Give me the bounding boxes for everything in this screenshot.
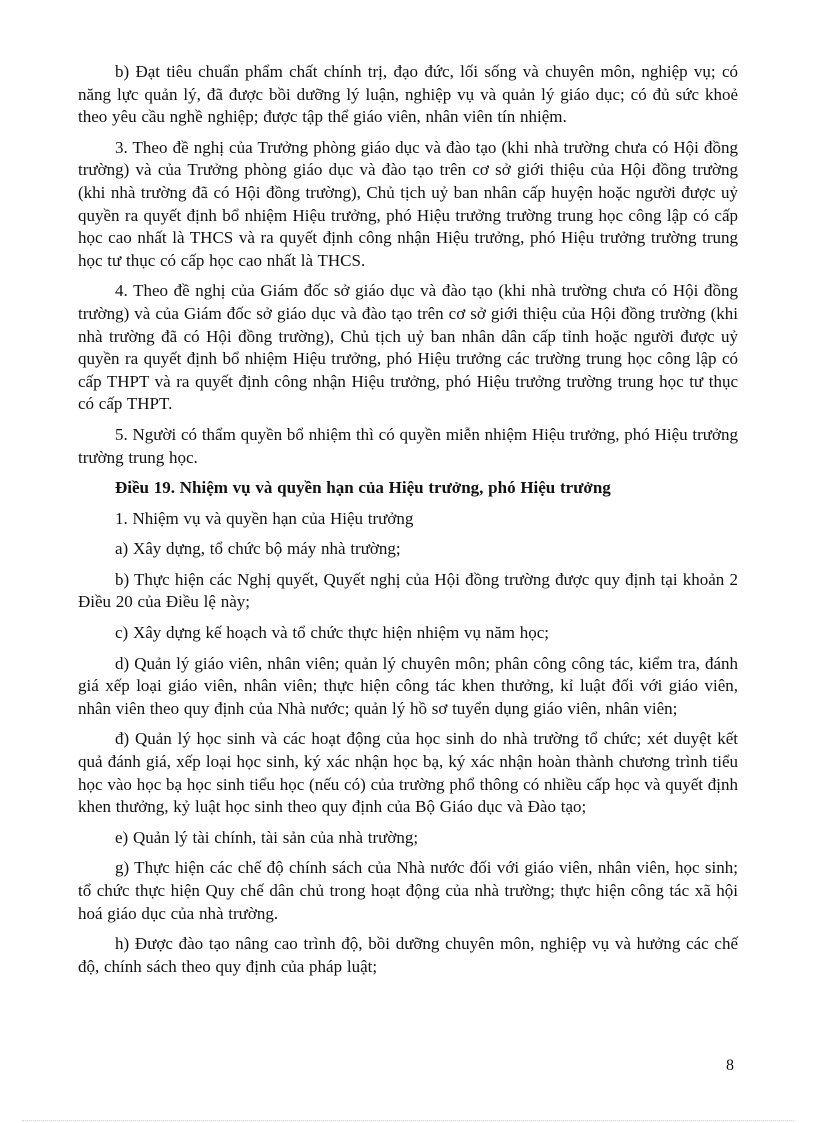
- clause-dd: đ) Quản lý học sinh và các hoạt động của học sinh do nhà trường tổ chức; xét duyệt kết quả đánh giá, xếp loại học sinh, ký xác nhận học bạ, ký xác nhận hoàn thành chương trình tiểu học vào học bạ học sinh tiểu học (nếu có) của trường phổ thông có nhiều cấp học và quyết định khen thưởng, kỷ luật học sinh theo quy định của Bộ Giáo dục và Đào tạo;: [78, 729, 738, 817]
- page-number: 8: [726, 1057, 734, 1074]
- clause-1-title: 1. Nhiệm vụ và quyền hạn của Hiệu trưởng: [115, 508, 414, 528]
- document-page: [78, 61, 738, 986]
- article-19-heading: Điều 19. Nhiệm vụ và quyền hạn của Hiệu trưởng, phó Hiệu trưởng: [115, 478, 611, 498]
- clause-c: c) Xây dựng kế hoạch và tổ chức thực hiện nhiệm vụ năm học;: [115, 623, 549, 643]
- paragraph-5-dismissal: 5. Người có thẩm quyền bổ nhiệm thì có quyền miễn nhiệm Hiệu trưởng, phó Hiệu trưởng trường trung học.: [78, 424, 738, 467]
- paragraph-b-standards: b) Đạt tiêu chuẩn phẩm chất chính trị, đạo đức, lối sống và chuyên môn, nghiệp vụ; có năng lực quản lý, đã được bồi dưỡng lý luận, nghiệp vụ và quản lý giáo dục; có đủ sức khoẻ theo yêu cầu nghề nghiệp; được tập thể giáo viên, nhân viên tín nhiệm.: [78, 62, 738, 127]
- paragraph-3-district-appointment: 3. Theo đề nghị của Trưởng phòng giáo dục và đào tạo (khi nhà trường chưa có Hội đồng trường) và của Trưởng phòng giáo dục và đào tạo trên cơ sở giới thiệu của Hội đồng trường (khi nhà trường đã có Hội đồng trường), Chủ tịch uỷ ban nhân cấp huyện hoặc người được uỷ quyền ra quyết định bổ nhiệm Hiệu trưởng, phó Hiệu trưởng trường trung học công lập có cấp học cao nhất là THCS và ra quyết định công nhận Hiệu trưởng, phó Hiệu trưởng trường trung học tư thục có cấp học cao nhất là THCS.: [78, 137, 738, 270]
- clause-e: e) Quản lý tài chính, tài sản của nhà trường;: [115, 827, 419, 847]
- clause-a: a) Xây dựng, tổ chức bộ máy nhà trường;: [115, 539, 401, 559]
- clause-g: g) Thực hiện các chế độ chính sách của Nhà nước đối với giáo viên, nhân viên, học sinh; tổ chức thực hiện Quy chế dân chủ trong hoạt động của nhà trường; thực hiện công tác xã hội hoá giáo dục của nhà trường.: [78, 858, 738, 923]
- paragraph-4-province-appointment: 4. Theo đề nghị của Giám đốc sở giáo dục và đào tạo (khi nhà trường chưa có Hội đồng trường) và của Giám đốc sở giáo dục và đào tạo trên cơ sở giới thiệu của Hội đồng trường (khi nhà trường đã có Hội đồng trường), Chủ tịch uỷ ban nhân dân cấp tỉnh hoặc người được uỷ quyền ra quyết định bổ nhiệm Hiệu trưởng, phó Hiệu trưởng các trường trung học công lập có cấp THPT và ra quyết định công nhận Hiệu trưởng, phó Hiệu trưởng trường trung học tư thục có cấp THPT.: [78, 281, 738, 414]
- clause-b: b) Thực hiện các Nghị quyết, Quyết nghị của Hội đồng trường được quy định tại khoản 2 Điều 20 của Điều lệ này;: [78, 569, 738, 612]
- clause-h: h) Được đào tạo nâng cao trình độ, bồi dưỡng chuyên môn, nghiệp vụ và hưởng các chế độ, chính sách theo quy định của pháp luật;: [78, 934, 738, 976]
- page-bottom-divider: [22, 1120, 794, 1121]
- clause-d: d) Quản lý giáo viên, nhân viên; quản lý chuyên môn; phân công công tác, kiểm tra, đánh giá xếp loại giáo viên, nhân viên; thực hiện công tác khen thưởng, kỉ luật đối với giáo viên, nhân viên theo quy định của Nhà nước; quản lý hồ sơ tuyển dụng giáo viên, nhân viên;: [78, 653, 738, 718]
